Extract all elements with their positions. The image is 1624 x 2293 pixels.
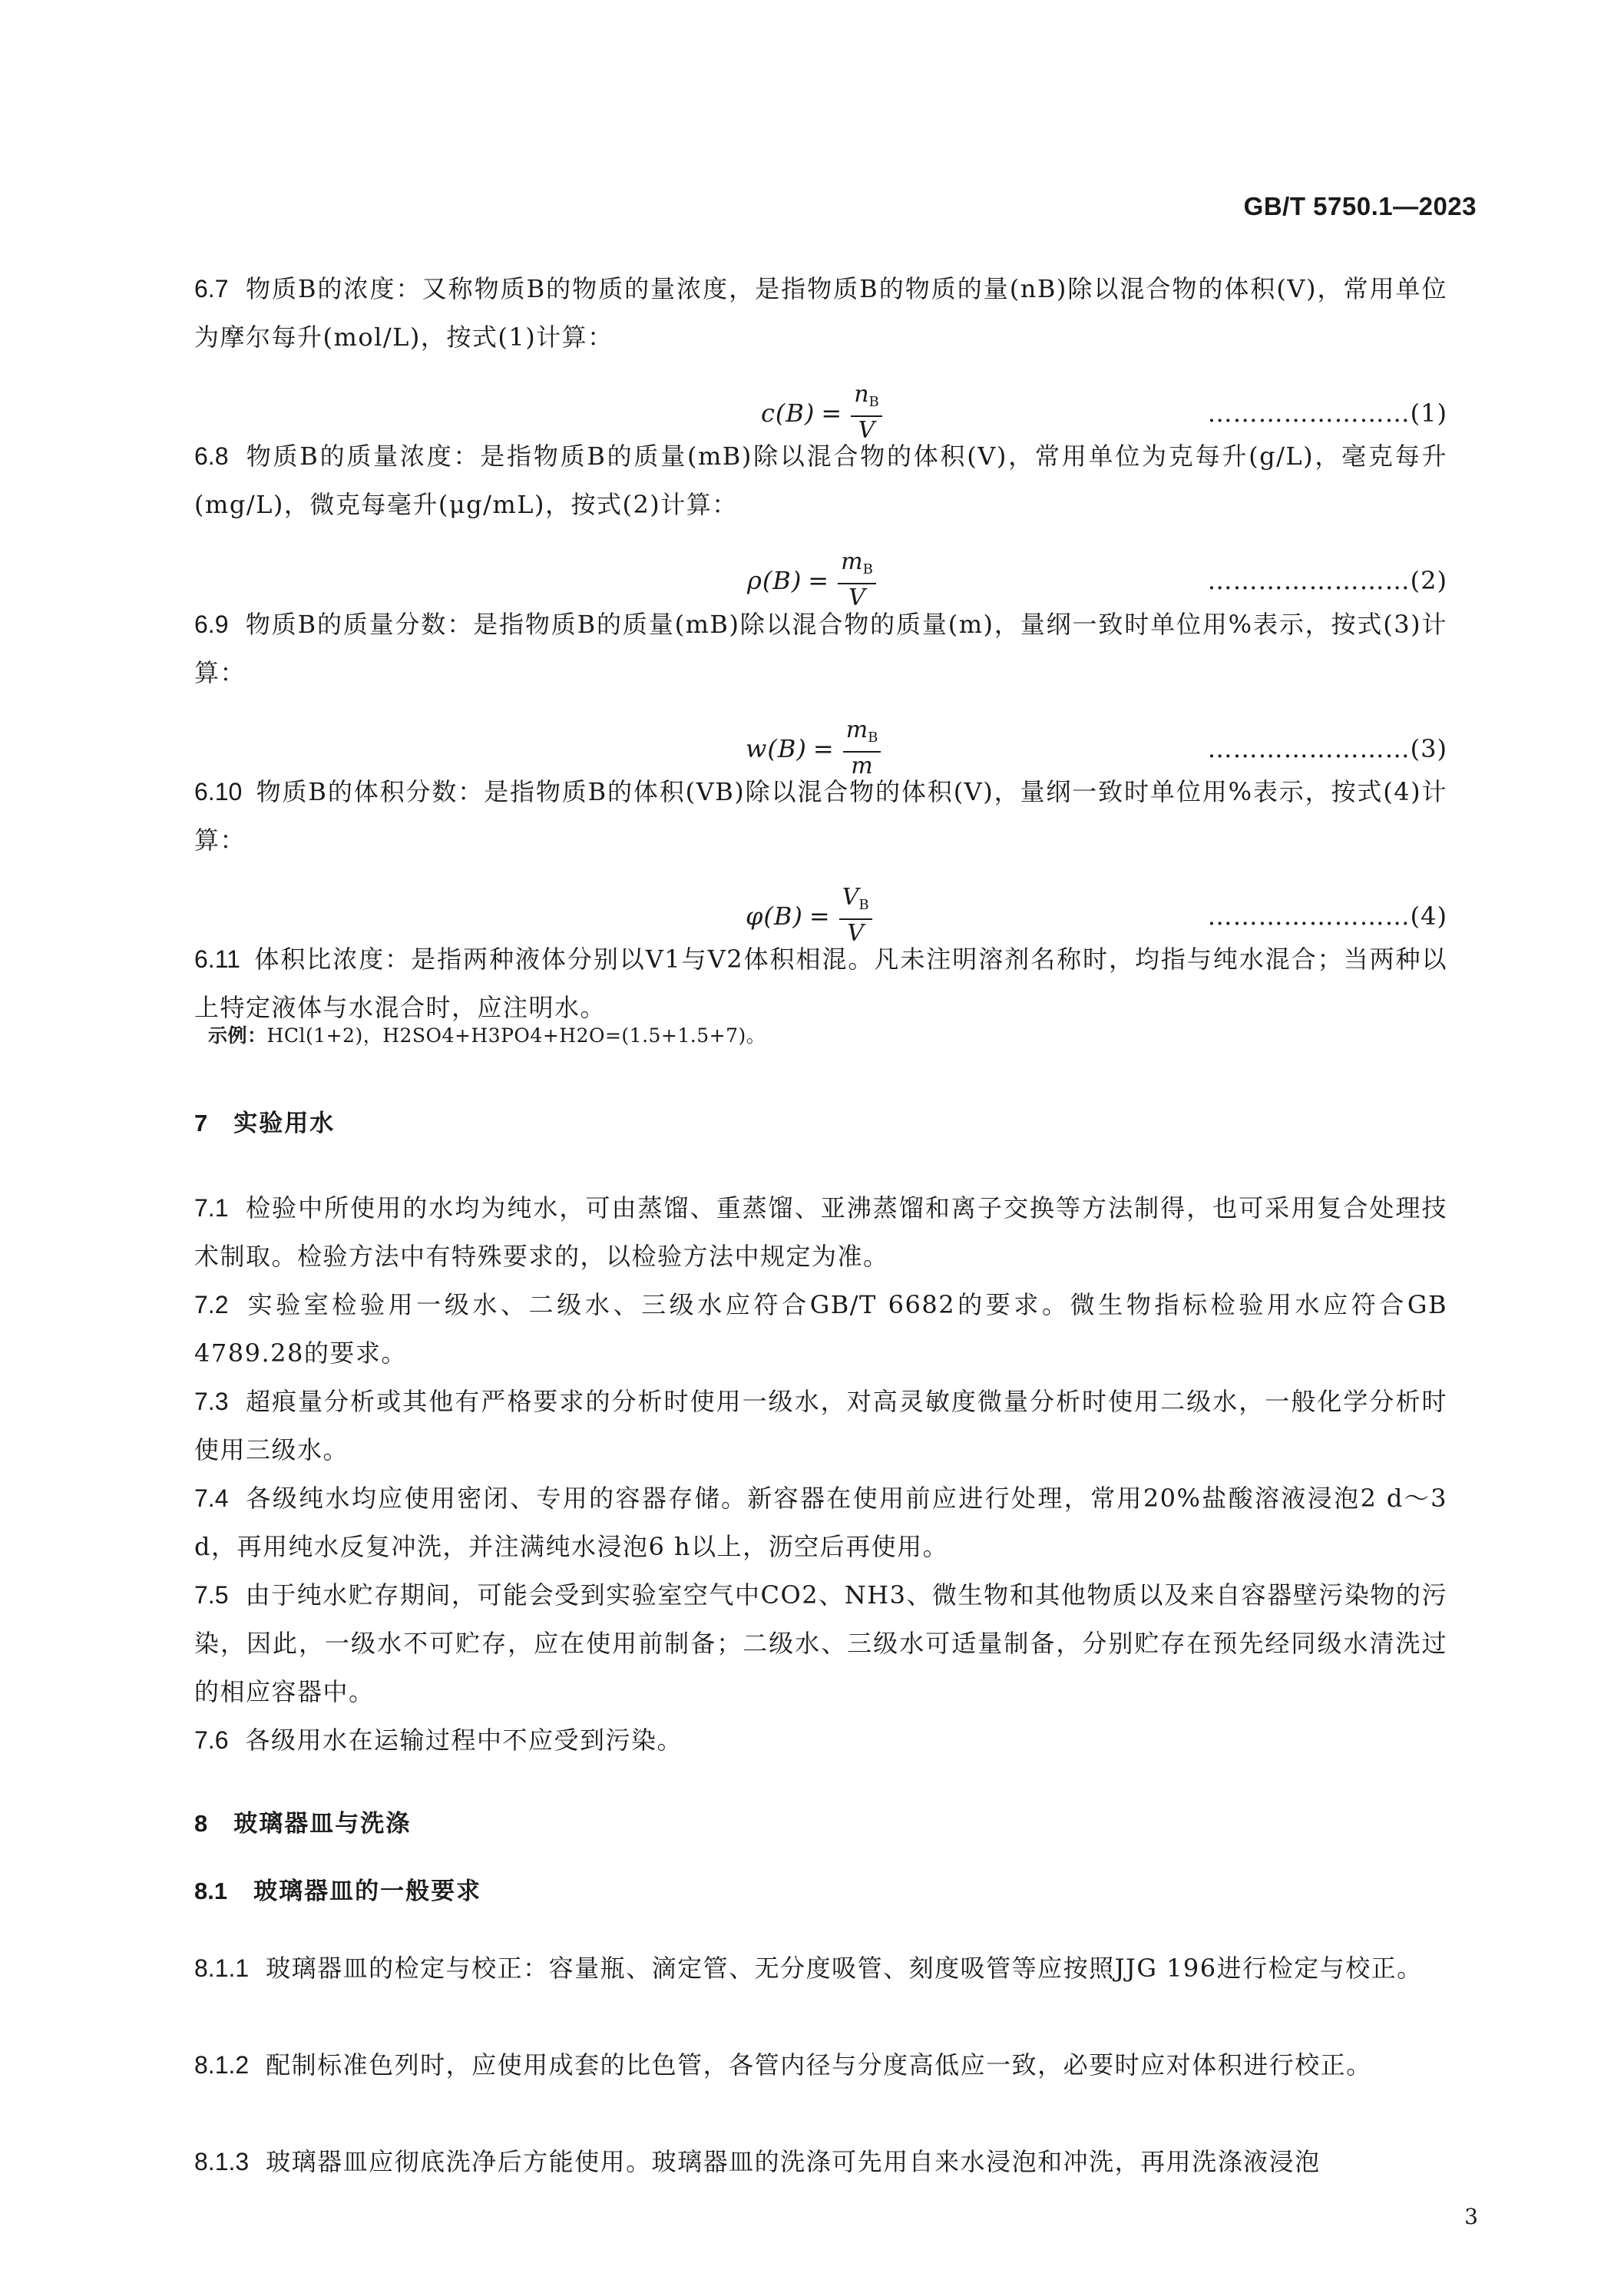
numerator: V bbox=[842, 884, 859, 911]
equals-sign: = bbox=[821, 399, 842, 428]
section-7-heading bbox=[194, 1108, 335, 1139]
clause-8-1-3 bbox=[194, 2138, 1447, 2186]
definition-6-9 bbox=[194, 601, 1447, 697]
clause-text: 超痕量分析或其他有严格要求的分析时使用一级水，对高灵敏度微量分析时使用二级水，一般化学分析时使用三级水。 bbox=[194, 1387, 1447, 1464]
term: 体积比浓度： bbox=[253, 945, 412, 974]
clause-8-1-1 bbox=[194, 1944, 1447, 1993]
term: 物质B的体积分数： bbox=[256, 777, 485, 806]
formula-label: (2) bbox=[1410, 566, 1447, 595]
numerator-subscript: B bbox=[868, 394, 879, 410]
clause-number: 6.10 bbox=[194, 778, 243, 806]
clause-text: 各级用水在运输过程中不应受到污染。 bbox=[245, 1726, 683, 1755]
example-note bbox=[208, 1021, 766, 1051]
equals-sign: = bbox=[808, 566, 829, 595]
page-number: 3 bbox=[1464, 2204, 1478, 2229]
clause-text: 检验中所使用的水均为纯水，可由蒸馏、重蒸馏、亚沸蒸馏和离子交换等方法制得，也可采用复合处理技术制取。检验方法中有特殊要求的，以检验方法中规定为准。 bbox=[194, 1193, 1447, 1271]
clause-text: 玻璃器皿的检定与校正：容量瓶、滴定管、无分度吸管、刻度吸管等应按照JJG 196进行检定与校正。 bbox=[266, 1954, 1423, 1983]
definition-text: 是指物质B的质量(mB)除以混合物的质量(m)，量纲一致时单位用%表示，按式(3)计算： bbox=[194, 610, 1447, 687]
clause-number: 8.1.3 bbox=[194, 2148, 250, 2176]
clause-text: 各级纯水均应使用密闭、专用的容器存储。新容器在使用前应进行处理，常用20%盐酸溶液浸泡2 d～3 d，再用纯水反复冲洗，并注满纯水浸泡6 h以上，沥空后再使用。 bbox=[194, 1484, 1447, 1561]
numerator-subscript: B bbox=[858, 897, 869, 913]
clause-number: 6.11 bbox=[194, 945, 240, 973]
clause-number: 7.6 bbox=[194, 1726, 229, 1754]
equals-sign: = bbox=[812, 734, 834, 763]
clause-number: 7.5 bbox=[194, 1581, 229, 1609]
section-number: 7 bbox=[194, 1110, 208, 1137]
numerator: n bbox=[854, 381, 869, 408]
clause-number: 8.1.1 bbox=[194, 1954, 250, 1982]
term: 物质B的浓度： bbox=[245, 274, 422, 303]
subsection-8-1-heading bbox=[194, 1876, 481, 1907]
clause-number: 7.2 bbox=[194, 1291, 229, 1319]
section-number: 8 bbox=[194, 1810, 208, 1837]
clause-7-3 bbox=[194, 1378, 1447, 1474]
leader-dots: …………………… bbox=[1207, 566, 1411, 595]
clause-text: 玻璃器皿应彻底洗净后方能使用。玻璃器皿的洗涤可先用自来水浸泡和冲洗，再用洗涤液浸泡 bbox=[266, 2147, 1321, 2176]
formula-lhs: w(B) bbox=[746, 734, 807, 763]
leader-dots: …………………… bbox=[1207, 734, 1411, 763]
equals-sign: = bbox=[809, 902, 830, 931]
denominator: m bbox=[851, 753, 873, 779]
numerator-subscript: B bbox=[862, 561, 873, 577]
leader-dots: …………………… bbox=[1207, 399, 1411, 428]
definition-6-7 bbox=[194, 265, 1447, 362]
standard-code: GB/T 5750.1—2023 bbox=[1243, 192, 1477, 220]
numerator-subscript: B bbox=[868, 730, 878, 746]
clause-7-6 bbox=[194, 1716, 1447, 1765]
clause-number: 7.1 bbox=[194, 1194, 229, 1222]
term: 物质B的质量浓度： bbox=[245, 442, 481, 471]
clause-7-1 bbox=[194, 1184, 1447, 1281]
clause-7-2 bbox=[194, 1281, 1447, 1378]
definition-6-10 bbox=[194, 768, 1447, 865]
clause-text: 实验室检验用一级水、二级水、三级水应符合GB/T 6682的要求。微生物指标检验用水应符合GB 4789.28的要求。 bbox=[194, 1290, 1447, 1368]
clause-7-5 bbox=[194, 1571, 1447, 1716]
definition-text: 是指物质B的质量(mB)除以混合物的体积(V)，常用单位为克每升(g/L)，毫克每升(mg/L)，微克每毫升(μg/mL)，按式(2)计算： bbox=[194, 442, 1447, 519]
clause-text: 配制标准色列时，应使用成套的比色管，各管内径与分度高低应一致，必要时应对体积进行校正。 bbox=[266, 2050, 1372, 2080]
formula-label: (1) bbox=[1410, 399, 1447, 428]
denominator: V bbox=[858, 417, 875, 444]
denominator: V bbox=[848, 584, 865, 611]
clause-text: 由于纯水贮存期间，可能会受到实验室空气中CO2、NH3、微生物和其他物质以及来自容器壁污染物的污染，因此，一级水不可贮存，应在使用前制备；二级水、三级水可适量制备，分别贮存在预先经同级水清洗过的相应容器中。 bbox=[194, 1580, 1447, 1706]
clause-number: 6.7 bbox=[194, 275, 229, 303]
formula-lhs: φ(B) bbox=[746, 902, 803, 931]
clause-number: 7.4 bbox=[194, 1484, 229, 1512]
numerator: m bbox=[841, 548, 863, 575]
numerator: m bbox=[845, 716, 868, 743]
term: 物质B的质量分数： bbox=[245, 610, 474, 639]
formula-lhs: c(B) bbox=[761, 399, 815, 428]
clause-8-1-2 bbox=[194, 2041, 1447, 2090]
section-8-heading bbox=[194, 1808, 411, 1839]
formula-label: (4) bbox=[1410, 902, 1447, 931]
definition-text: 又称物质B的物质的量浓度，是指物质B的物质的量(nB)除以混合物的体积(V)，常用单位为摩尔每升(mol/L)，按式(1)计算： bbox=[194, 274, 1447, 352]
clause-number: 7.3 bbox=[194, 1388, 229, 1415]
section-title: 玻璃器皿与洗涤 bbox=[233, 1810, 412, 1837]
clause-7-4 bbox=[194, 1474, 1447, 1571]
definition-6-11 bbox=[194, 935, 1447, 1032]
section-title: 实验用水 bbox=[233, 1110, 336, 1137]
definition-text: 是指两种液体分别以V1与V2体积相混。凡未注明溶剂名称时，均指与纯水混合；当两种以上特定液体与水混合时，应注明水。 bbox=[194, 945, 1447, 1022]
formula-label: (3) bbox=[1410, 734, 1447, 763]
clause-number: 6.9 bbox=[194, 610, 229, 638]
clause-number: 6.8 bbox=[194, 442, 229, 470]
definition-text: 是指物质B的体积(VB)除以混合物的体积(V)，量纲一致时单位用%表示，按式(4)计算： bbox=[194, 777, 1447, 855]
clause-number: 8.1.2 bbox=[194, 2051, 250, 2079]
subsection-number: 8.1 bbox=[194, 1878, 228, 1904]
leader-dots: …………………… bbox=[1207, 902, 1411, 931]
formula-lhs: ρ(B) bbox=[747, 566, 802, 595]
example-text: HCl(1+2)，H2SO4+H3PO4+H2O=(1.5+1.5+7)。 bbox=[266, 1024, 766, 1047]
subsection-title: 玻璃器皿的一般要求 bbox=[253, 1878, 482, 1904]
denominator: V bbox=[847, 920, 864, 947]
definition-6-8 bbox=[194, 432, 1447, 529]
example-label: 示例： bbox=[208, 1025, 267, 1047]
